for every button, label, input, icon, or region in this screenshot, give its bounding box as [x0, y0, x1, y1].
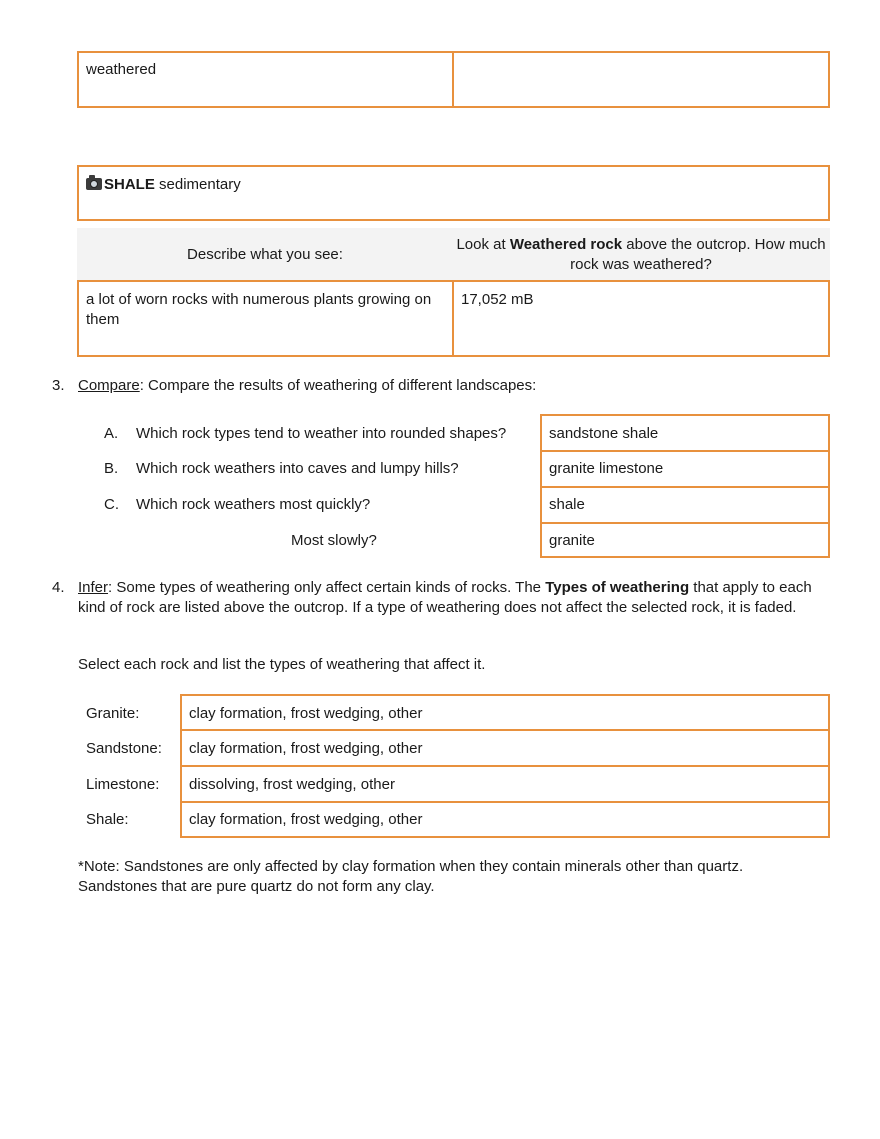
- top-table-left-cell[interactable]: weathered: [86, 61, 157, 78]
- q4-answer-shale[interactable]: clay formation, frost wedging, other: [189, 811, 423, 828]
- q4-row-divider-2: [180, 765, 830, 767]
- shale-title: [86, 175, 786, 195]
- shale-description-answer[interactable]: a lot of worn rocks with numerous plants growing on them: [86, 291, 432, 328]
- q3-item-b-letter: B.: [104, 460, 119, 477]
- q4-prompt: Infer: Some types of weathering only affect certain kinds of rocks. The Types of weathering that apply to each kind of rock are listed above the outcrop. If a type of weathering does not affect the selected rock, it is faded.: [78, 579, 812, 616]
- q4-row-divider-1: [180, 729, 830, 731]
- q3-item-c-question: Which rock weathers most quickly?: [136, 496, 371, 513]
- q3-row-divider-2: [540, 486, 830, 488]
- q4-number: 4.: [52, 579, 65, 596]
- q3-answer-b[interactable]: granite limestone: [549, 460, 664, 477]
- q3-row-divider-3: [540, 522, 830, 524]
- shale-answer-divider: [452, 280, 454, 357]
- shale-rock-type: sedimentary: [159, 176, 241, 193]
- top-table-divider: [452, 51, 454, 108]
- shale-rock-name: SHALE: [104, 176, 155, 193]
- q3-answer-a[interactable]: sandstone shale: [549, 425, 659, 442]
- q3-answer-d[interactable]: granite: [549, 532, 595, 549]
- q3-item-c-letter: C.: [104, 496, 119, 513]
- q4-rock-limestone: Limestone:: [86, 776, 160, 793]
- q3-item-a-letter: A.: [104, 425, 119, 442]
- q4-row-divider-3: [180, 801, 830, 803]
- camera-icon: [86, 178, 102, 190]
- q4-rock-granite: Granite:: [86, 705, 140, 722]
- q3-item-a-question: Which rock types tend to weather into rounded shapes?: [136, 425, 507, 442]
- shale-weathered-answer[interactable]: 17,052 mB: [461, 291, 534, 308]
- q3-label: Compare: [78, 377, 140, 394]
- q4-answer-granite[interactable]: clay formation, frost wedging, other: [189, 705, 423, 722]
- q4-instruction: Select each rock and list the types of weathering that affect it.: [78, 656, 486, 673]
- q3-prompt: Compare: Compare the results of weathering of different landscapes:: [78, 377, 537, 394]
- q4-rock-sandstone: Sandstone:: [86, 740, 162, 757]
- q3-item-b-question: Which rock weathers into caves and lumpy hills?: [136, 460, 459, 477]
- q3-number: 3.: [52, 377, 65, 394]
- q4-answer-limestone[interactable]: dissolving, frost wedging, other: [189, 776, 395, 793]
- sandstone-note: *Note: Sandstones are only affected by clay formation when they contain minerals other than quartz. Sandstones that are pure quartz do not form any clay.: [78, 858, 744, 895]
- weathered-rock-header: Look at Weathered rock above the outcrop. How much rock was weathered?: [456, 236, 826, 273]
- q4-answer-sandstone[interactable]: clay formation, frost wedging, other: [189, 740, 423, 757]
- q3-row-divider-1: [540, 450, 830, 452]
- describe-header: Describe what you see:: [187, 246, 343, 263]
- q4-rock-shale: Shale:: [86, 811, 129, 828]
- q4-label: Infer: [78, 579, 109, 596]
- q3-answer-c[interactable]: shale: [549, 496, 585, 513]
- q3-item-d-question: Most slowly?: [291, 532, 377, 549]
